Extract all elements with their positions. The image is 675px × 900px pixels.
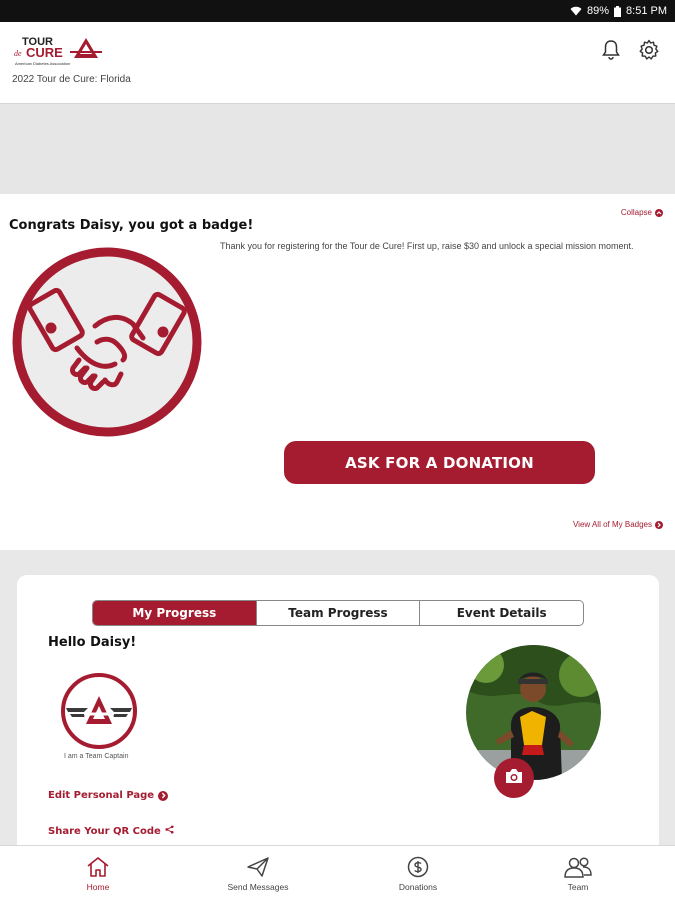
tour-de-cure-logo bbox=[12, 34, 104, 68]
app-header bbox=[0, 22, 675, 104]
logo-text-de: de bbox=[14, 49, 22, 58]
share-qr-code-link[interactable] bbox=[48, 825, 174, 837]
nav-send-messages-label: Send Messages bbox=[227, 882, 289, 892]
logo-text-top: TOUR bbox=[22, 36, 53, 48]
clock: 8:51 PM bbox=[626, 5, 667, 17]
event-title: 2022 Tour de Cure: Florida bbox=[12, 74, 131, 85]
chevron-up-icon bbox=[655, 209, 663, 217]
nav-send-messages[interactable] bbox=[213, 856, 303, 892]
dollar-circle-icon bbox=[406, 856, 430, 880]
tab-team-progress[interactable]: Team Progress bbox=[257, 601, 421, 625]
team-captain-badge-icon bbox=[60, 672, 138, 750]
handshake-badge-icon bbox=[11, 246, 203, 438]
gear-icon[interactable] bbox=[637, 38, 661, 62]
wifi-icon bbox=[570, 6, 582, 16]
edit-personal-page-label: Edit Personal Page bbox=[48, 790, 155, 801]
view-all-badges-label: View All of My Badges bbox=[572, 520, 652, 529]
progress-tabs bbox=[92, 600, 584, 626]
view-all-badges-link[interactable] bbox=[573, 520, 663, 529]
nav-donations-label: Donations bbox=[398, 882, 438, 892]
logo-text-bottom: CURE bbox=[26, 45, 63, 60]
tab-event-details[interactable]: Event Details bbox=[456, 606, 547, 620]
edit-personal-page-link[interactable] bbox=[48, 790, 168, 801]
share-qr-code-label: Share Your QR Code bbox=[48, 825, 161, 837]
nav-team-label: Team bbox=[567, 882, 589, 892]
team-icon bbox=[563, 856, 593, 880]
nav-team[interactable] bbox=[533, 856, 623, 892]
paper-plane-icon bbox=[246, 856, 270, 880]
status-bar bbox=[0, 0, 675, 22]
logo-subtitle: American Diabetes Association bbox=[15, 61, 71, 66]
nav-donations[interactable] bbox=[373, 856, 463, 892]
bell-icon[interactable] bbox=[599, 38, 623, 62]
collapse-link[interactable] bbox=[621, 208, 663, 217]
collapse-label: Collapse bbox=[620, 208, 652, 217]
battery-percent: 89% bbox=[587, 5, 610, 17]
tab-my-progress[interactable]: My Progress bbox=[93, 601, 257, 625]
change-photo-button[interactable] bbox=[494, 758, 534, 798]
badge-description: Thank you for registering for the Tour de Cure! First up, raise $30 and unlock a special mission moment. bbox=[220, 241, 634, 251]
greeting: Hello Daisy! bbox=[48, 635, 137, 650]
banner-placeholder bbox=[0, 104, 675, 194]
bottom-navigation bbox=[0, 845, 675, 900]
camera-icon bbox=[504, 768, 524, 788]
share-icon bbox=[165, 825, 174, 837]
chevron-right-icon bbox=[158, 791, 168, 801]
progress-card bbox=[17, 575, 659, 855]
team-captain-label: I am a Team Captain bbox=[64, 753, 129, 760]
avatar[interactable] bbox=[466, 645, 601, 780]
ask-for-donation-button[interactable]: ASK FOR A DONATION bbox=[284, 441, 595, 484]
nav-home-label: Home bbox=[86, 882, 110, 892]
home-icon bbox=[86, 856, 110, 880]
badge-card bbox=[0, 194, 675, 550]
nav-home[interactable] bbox=[53, 856, 143, 892]
chevron-right-icon bbox=[655, 521, 663, 529]
battery-icon bbox=[614, 6, 621, 17]
badge-heading: Congrats Daisy, you got a badge! bbox=[9, 218, 254, 233]
